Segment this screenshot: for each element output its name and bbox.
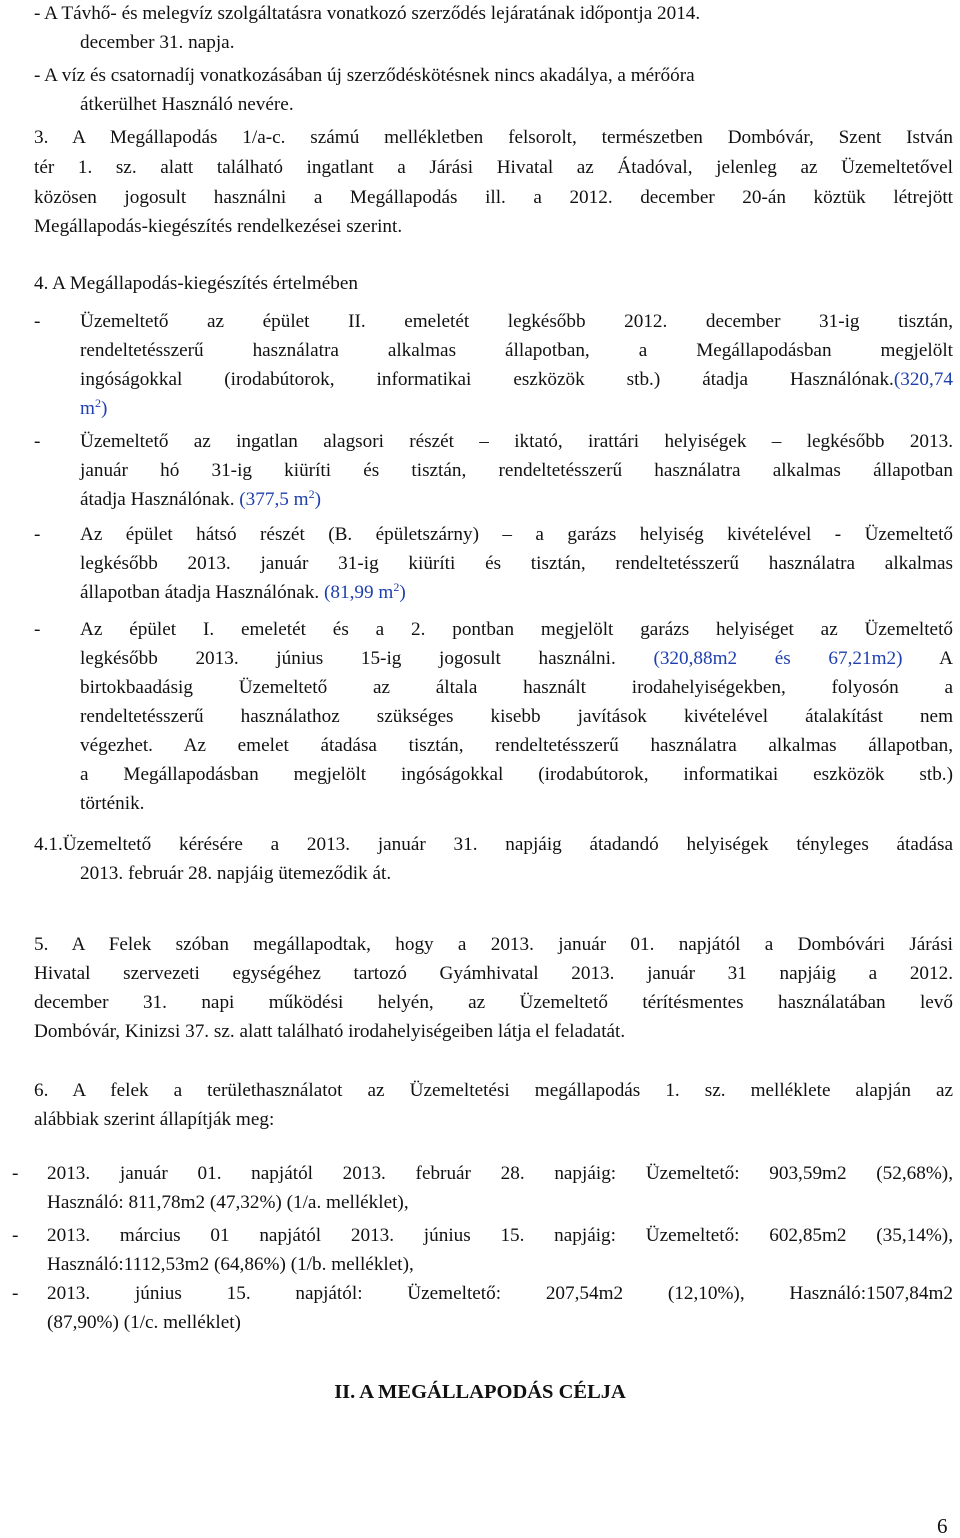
- item-4-4-line-1: Az épület I. emeletét és a 2. pontban megjelölt garázs helyiséget az Üzemeltető: [80, 619, 953, 640]
- list-item-viz: - A víz és csatornadíj vonatkozásában új szerződéskötésnek nincs akadálya, a mérőóra: [34, 65, 695, 86]
- section-5-line-2: Hivatal szervezeti egységéhez tartozó Gyámhivatal 2013. január 31 napjáig a 2012.: [34, 963, 953, 984]
- section-3-line-1: 3. A Megállapodás 1/a-c. számú mellékletben felsorolt, természetben Dombóvár, Szent István: [34, 127, 953, 148]
- item-4-3-line-1: Az épület hátsó részét (B. épületszárny) – a garázs helyiség kivételével - Üzemeltető: [80, 524, 953, 545]
- item-4-4-line-7: történik.: [80, 793, 145, 814]
- dash-bullet: -: [34, 524, 41, 545]
- area-value-unit: $m^2$): [80, 396, 108, 419]
- dash-bullet: -: [34, 311, 41, 332]
- item-4-1-line-2: rendeltetésszerű használatra alkalmas állapotban, a Megállapodásban megjelölt: [80, 340, 953, 361]
- area-value: (320,74: [893, 369, 953, 390]
- area-value: (320,88m2 és 67,21m2): [653, 648, 903, 669]
- section-5-line-1: 5. A Felek szóban megállapodtak, hogy a 2013. január 01. napjától a Dombóvári Járási: [34, 934, 953, 955]
- dash-bullet: -: [34, 619, 41, 640]
- item-4-4-line-4: rendeltetésszerű használathoz szükséges kisebb javítások kivételével átalakítást nem: [80, 706, 953, 727]
- section-6-line-1: 6. A felek a területhasználatot az Üzemeltetési megállapodás 1. sz. melléklete alapján az: [34, 1080, 953, 1101]
- area-item-1-line-1: 2013. január 01. napjától 2013. február 28. napjáig: Üzemeltető: 903,59m2 (52,68%),: [47, 1163, 953, 1184]
- list-item-tavho: - A Távhő- és melegvíz szolgáltatásra vonatkozó szerződés lejáratának időpontja 2014.: [34, 3, 701, 24]
- section-5-line-3: december 31. napi működési helyén, az Üzemeltető térítésmentes használatában levő: [34, 992, 953, 1013]
- area-item-2-line-2: Használó:1112,53m2 (64,86%) (1/b. melléklet),: [47, 1254, 414, 1275]
- section-4-1-line-1: 4.1.Üzemeltető kérésére a 2013. január 31. napjáig átadandó helyiségek tényleges átadása: [34, 834, 953, 855]
- section-3-line-3: közösen jogosult használni a Megállapodás ill. a 2012. december 20-án köztük létrejött: [34, 187, 953, 208]
- dash-bullet: -: [34, 431, 41, 452]
- item-4-2-line-1: Üzemeltető az ingatlan alagsori részét – iktató, irattári helyiségek – legkésőbb 2013.: [80, 431, 953, 452]
- area-value: (81,99 $m^2$): [324, 580, 406, 603]
- section-6-line-2: alábbiak szerint állapítják meg:: [34, 1109, 275, 1130]
- area-value: (377,5 $m^2$): [239, 487, 321, 510]
- section-heading: II. A MEGÁLLAPODÁS CÉLJA: [334, 1381, 626, 1403]
- item-4-3-line-2: legkésőbb 2013. január 31-ig kiüríti és tisztán, rendeltetésszerű használatra alkalmas: [80, 553, 953, 574]
- dash-bullet: -: [12, 1163, 19, 1184]
- area-item-2-line-1: 2013. március 01 napjától 2013. június 15. napjáig: Üzemeltető: 602,85m2 (35,14%),: [47, 1225, 953, 1246]
- list-item-tavho-cont: december 31. napja.: [80, 32, 235, 53]
- item-4-2-line-3: átadja Használónak. (377,5 $m^2$): [80, 487, 321, 510]
- section-5-line-4: Dombóvár, Kinizsi 37. sz. alatt található irodahelyiségeiben látja el feladatát.: [34, 1021, 626, 1042]
- item-4-1-line-1: Üzemeltető az épület II. emeletét legkésőbb 2012. december 31-ig tisztán,: [80, 311, 953, 332]
- item-4-1-line-3: ingóságokkal (irodabútorok, informatikai eszközök stb.) átadja Használónak.(320,74: [80, 369, 953, 390]
- item-4-2-line-2: január hó 31-ig kiüríti és tisztán, rendeltetésszerű használatra alkalmas állapotban: [80, 460, 953, 481]
- section-3-line-2: tér 1. sz. alatt található ingatlant a Járási Hivatal az Átadóval, jelenleg az Üzemeltetővel: [34, 157, 953, 178]
- section-3-line-4: Megállapodás-kiegészítés rendelkezései szerint.: [34, 216, 403, 237]
- dash-bullet: -: [12, 1283, 19, 1304]
- area-item-3-line-2: (87,90%) (1/c. melléklet): [47, 1312, 241, 1333]
- item-4-4-line-6: a Megállapodásban megjelölt ingóságokkal (irodabútorok, informatikai eszközök stb.): [80, 764, 953, 785]
- list-item-viz-cont: átkerülhet Használó nevére.: [80, 94, 294, 115]
- item-4-4-line-3: birtokbaadásig Üzemeltető az általa használt irodahelyiségekben, folyosón a: [80, 677, 953, 698]
- area-item-1-line-2: Használó: 811,78m2 (47,32%) (1/a. melléklet),: [47, 1192, 409, 1213]
- item-4-3-line-3: állapotban átadja Használónak. (81,99 $m^2$): [80, 580, 406, 603]
- section-4-heading: 4. A Megállapodás-kiegészítés értelmében: [34, 273, 358, 294]
- section-4-1-line-2: 2013. február 28. napjáig ütemeződik át.: [80, 863, 392, 884]
- page-number: 6: [937, 1514, 948, 1538]
- area-item-3-line-1: 2013. június 15. napjától: Üzemeltető: 207,54m2 (12,10%), Használó:1507,84m2: [47, 1283, 953, 1304]
- item-4-4-line-2: legkésőbb 2013. június 15-ig jogosult használni. (320,88m2 és 67,21m2) A: [80, 648, 953, 669]
- dash-bullet: -: [12, 1225, 19, 1246]
- item-4-4-line-5: végezhet. Az emelet átadása tisztán, rendeltetésszerű használatra alkalmas állapotban,: [80, 735, 953, 756]
